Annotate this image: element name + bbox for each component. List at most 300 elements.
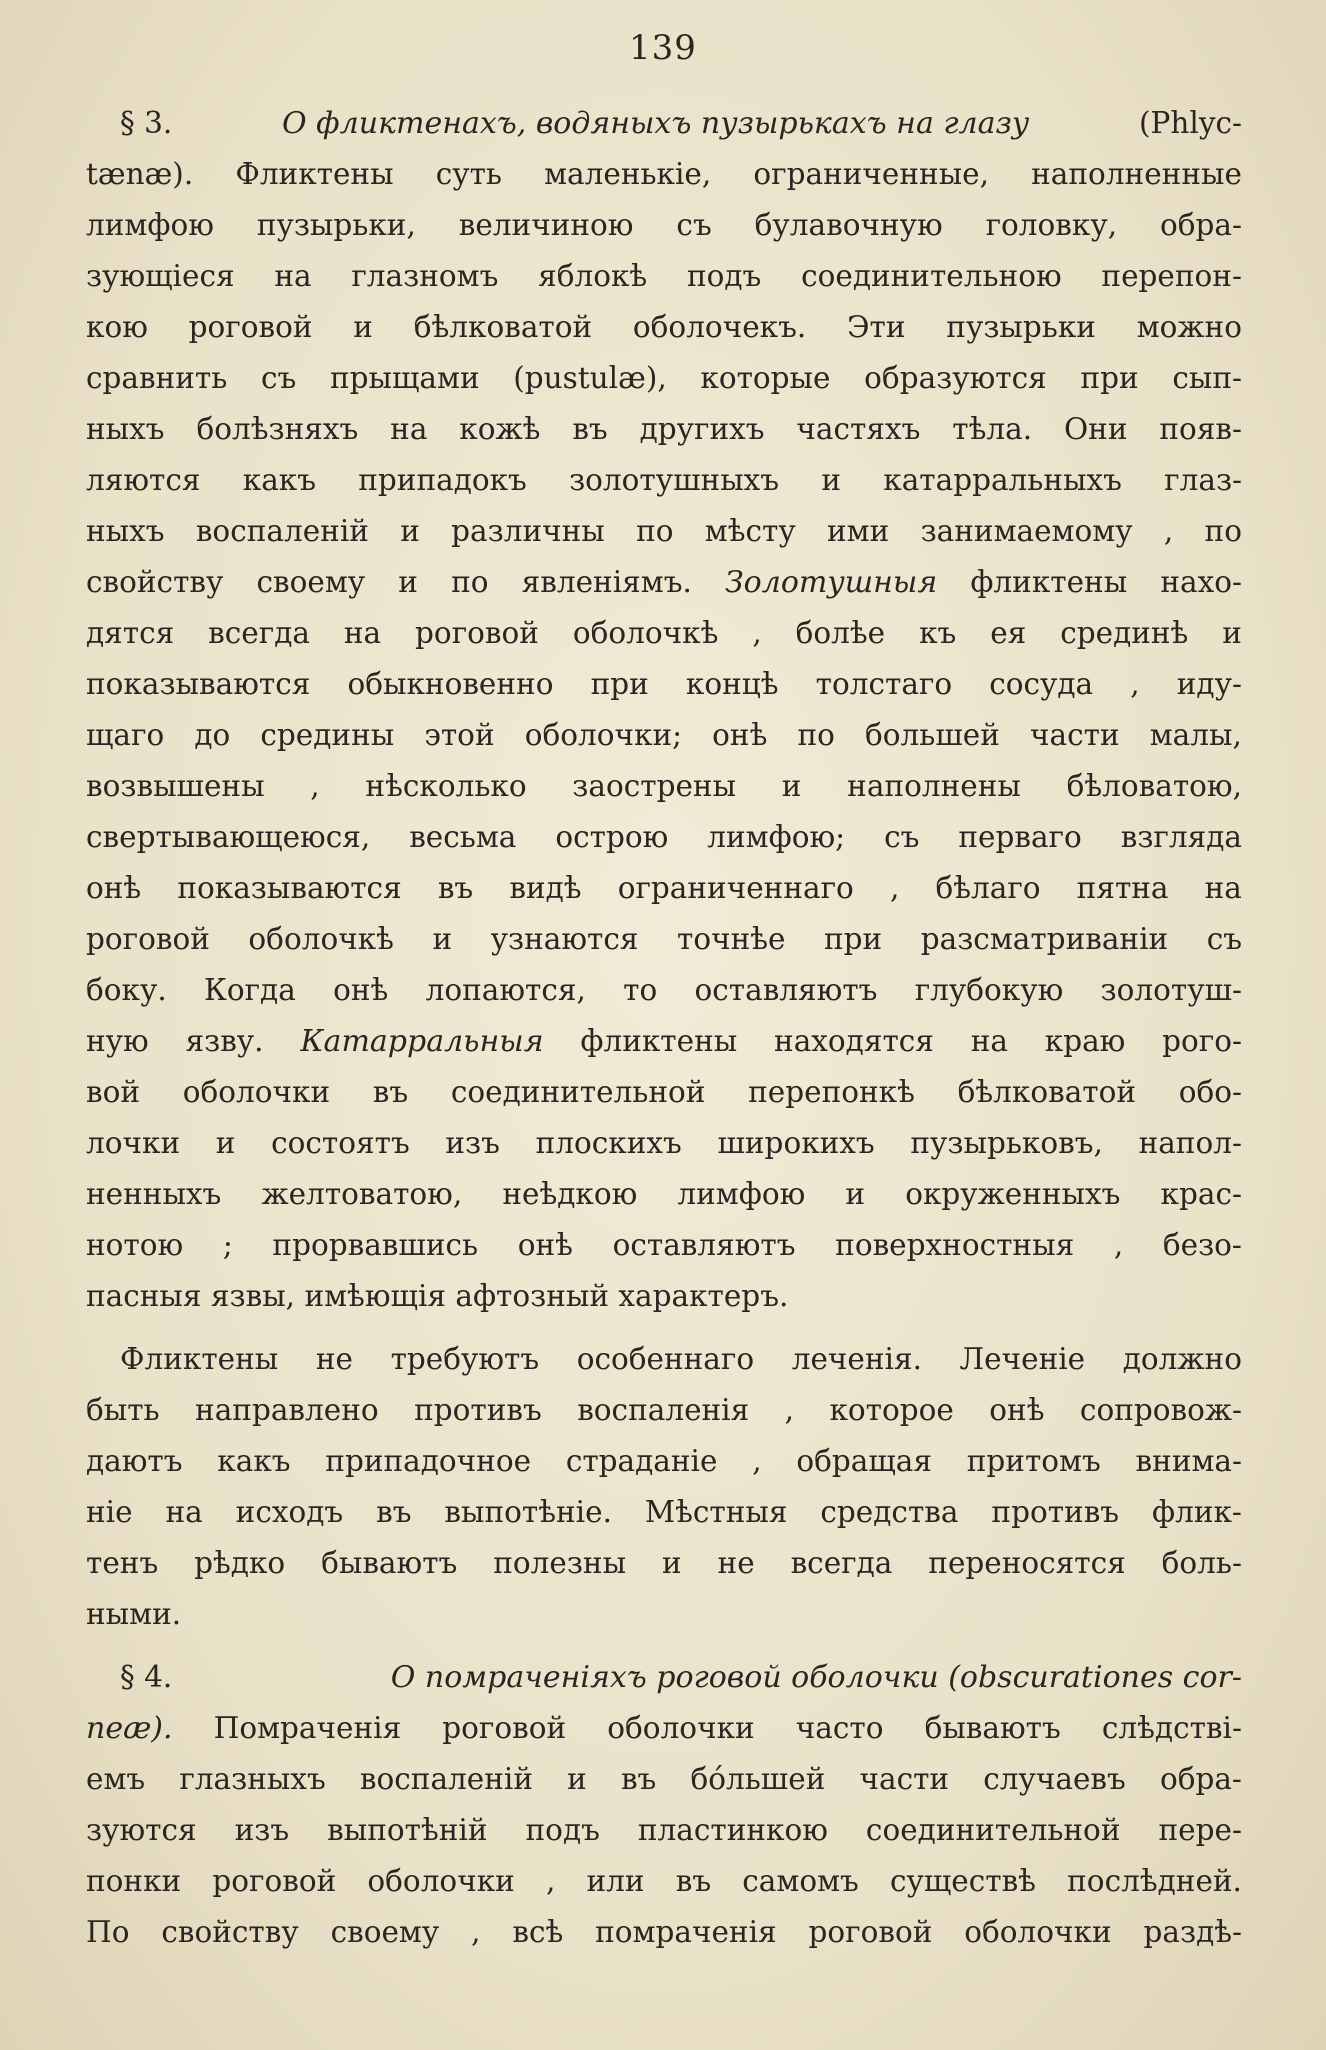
text-line [86,200,1242,251]
text-line [86,1271,1242,1322]
word: и [398,565,418,599]
section-3-heading-paragraph [86,98,1242,1322]
word: показываются [86,667,311,701]
word: оболочки [182,1075,331,1109]
word: напол- [1138,1126,1242,1160]
word: частяхъ [796,412,921,446]
word: сосуда [989,667,1094,701]
word: этой [424,718,495,752]
word: головку, [985,208,1118,242]
word: наполнены [847,769,1021,803]
word: острою [555,820,669,854]
text-line [86,1538,1242,1589]
word: и [781,769,802,803]
word: выпотѣній [327,1813,488,1847]
word: на [343,616,382,650]
word: бѣлковатой [413,310,593,344]
word: толстаго [815,667,953,701]
word: какъ [242,463,316,497]
word: находятся [774,1024,934,1058]
word: оставляютъ [612,1228,796,1262]
word: и [432,922,453,956]
word: изъ [445,1126,500,1160]
word: ими [827,514,890,548]
italic-text: neæ). [86,1711,173,1746]
word: пузырьковъ, [910,1126,1103,1160]
italic-text: Катарральныя [300,1024,544,1059]
word: оставляютъ [694,973,878,1007]
word: сравнить [86,361,228,395]
text-line [86,1016,1242,1067]
word: бѣловатою, [1066,769,1242,803]
word: § 3. [120,106,173,140]
text-line [86,302,1242,353]
word: фликтены [580,1024,738,1058]
word: требуютъ [390,1342,540,1376]
word: кою [86,310,148,344]
text-line [86,812,1242,863]
word: роговой [212,1864,337,1898]
word: роговой [86,922,210,956]
text-line [86,914,1242,965]
word: въ [620,1762,657,1796]
word: на [274,259,312,293]
word: пасныя язвы, имѣющія афтозный характеръ. [86,1279,789,1313]
word: онѣ [712,718,768,752]
word: перепонкѣ [748,1075,915,1109]
text-line [86,1589,1242,1640]
word: широкихъ [717,1126,875,1160]
word: Фликтены [235,157,394,191]
word: то [623,973,658,1007]
word: подъ [525,1813,600,1847]
word: показываются [177,871,402,905]
word: притомъ [966,1444,1101,1478]
word: краю [1044,1024,1126,1058]
word: зуются [86,1813,197,1847]
word: по [636,514,674,548]
word: обра- [1160,208,1242,242]
word: возвышены [86,769,265,803]
word: на [1204,871,1242,905]
word: , [1163,514,1174,548]
word: и [661,1546,682,1580]
word: роговой [415,616,539,650]
word: припадочное [325,1444,532,1478]
word: соединительной [450,1075,706,1109]
word: не [315,1342,353,1376]
word: и [1222,616,1242,650]
word: § 4. [120,1660,173,1694]
word: къ [919,616,957,650]
word: лимфою; [707,820,846,854]
text-line [86,149,1242,200]
text-line [86,1220,1242,1271]
word: и [821,463,842,497]
word: исходъ [235,1495,344,1529]
word: въ [372,1075,409,1109]
word: глазныхъ [179,1762,326,1796]
word: въ [376,1495,412,1529]
word: въ [437,871,474,905]
word: въ [572,412,608,446]
word: роговой [808,1915,933,1949]
word: ныхъ [86,514,165,548]
text-line [86,506,1242,557]
word: соединительной [865,1813,1121,1847]
word: полезны [493,1546,627,1580]
word: бо́льшей [690,1762,826,1796]
word: плоскихъ [535,1126,682,1160]
word: воспаленій [359,1762,533,1796]
word: обыкновенно [347,667,554,701]
word: пузырьки, [256,208,416,242]
word: оболочки [367,1864,515,1898]
word: и [400,514,420,548]
word: оболочки [607,1711,755,1745]
word: тѣла. [952,412,1033,446]
word: въ [675,1864,712,1898]
word: своему [256,565,366,599]
word: средства [820,1495,959,1529]
word: по [1204,514,1242,548]
word: оболочкѣ [572,616,719,650]
word: ея [990,616,1027,650]
word: пятна [1076,871,1169,905]
text-line [86,1334,1242,1385]
word: до [194,718,231,752]
word: Эти [846,310,906,344]
word: съ [1206,922,1242,956]
word: прыщами [329,361,480,395]
word: дятся [86,616,175,650]
word: явленіямъ. [521,565,692,599]
word: и [845,1177,866,1211]
word: tænæ). [86,157,194,191]
word: переносятся [928,1546,1126,1580]
text-line [86,1703,1242,1754]
word: мѣсту [704,514,796,548]
word: всегда [790,1546,893,1580]
word: съ [676,208,712,242]
word: тенъ [86,1546,159,1580]
text-line [86,1652,1242,1703]
word: величиною [458,208,634,242]
word: онѣ [517,1228,573,1262]
word: при [590,667,649,701]
word: или [586,1864,645,1898]
word: поверхностныя [835,1228,1075,1262]
word: желтоватою, [261,1177,463,1211]
word: на [390,412,428,446]
word: узнаются [490,922,639,956]
word: всѣ [512,1915,564,1949]
word: бываютъ [924,1711,1061,1745]
word: Мѣстныя [644,1495,788,1529]
word: появ- [1159,412,1242,446]
text-line [86,1436,1242,1487]
word: безо- [1162,1228,1242,1262]
word: съ [884,820,920,854]
word: онѣ [86,871,142,905]
word: лимфою [677,1177,806,1211]
word: должно [1122,1342,1242,1376]
word: по [451,565,489,599]
word: болѣзняхъ [196,412,359,446]
word: части [1030,718,1120,752]
word: , [545,1864,556,1898]
word: Они [1063,412,1128,446]
word: другихъ [639,412,765,446]
word: ; [222,1228,233,1262]
word: перепон- [1101,259,1242,293]
word: лопаются, [425,973,586,1007]
word: емъ [86,1762,146,1796]
text-line [86,557,1242,608]
text-line [86,1856,1242,1907]
word: занимаемому [920,514,1133,548]
text-line [86,1067,1242,1118]
body-text [86,98,1242,1958]
word: существѣ [889,1864,1036,1898]
section-4-heading-paragraph [86,1652,1242,1958]
word: ную [86,1024,149,1058]
word: (Phlyc- [1139,106,1242,140]
paragraph-gap [86,1640,1242,1652]
word: различны [451,514,605,548]
text-line [86,1118,1242,1169]
word: даютъ [86,1444,183,1478]
word: выпотѣніе. [444,1495,612,1529]
paragraph-gap [86,1322,1242,1334]
word: ными. [86,1597,182,1631]
text-line [86,404,1242,455]
word: , [310,769,320,803]
text-line [86,455,1242,506]
word: пузырьки [946,310,1096,344]
word: средины [260,718,395,752]
word: воспаленій [195,514,369,548]
word: катарральныхъ [883,463,1122,497]
text-line [86,251,1242,302]
word: ніе [86,1495,133,1529]
word: свертывающеюся, [86,820,371,854]
word: состоятъ [271,1126,410,1160]
word: , [1113,1228,1124,1262]
word: взгляда [1120,820,1242,854]
word: оболочки; [524,718,683,752]
word: ограниченнаго [617,871,854,905]
text-line [86,353,1242,404]
word: съ [260,361,297,395]
word: оболочекъ. [632,310,807,344]
word: глаз- [1164,463,1242,497]
word: зующіеся [86,259,235,293]
word: крас- [1160,1177,1242,1211]
word: свойству [86,565,224,599]
word: наполненные [1031,157,1242,191]
word: сопровож- [1079,1393,1242,1427]
word: особеннаго [576,1342,755,1376]
italic-text: О фликтенахъ, водяныхъ пузырькахъ на глазу [282,106,1030,141]
treatment-paragraph [86,1334,1242,1640]
word: ляются [86,463,201,497]
text-line [86,965,1242,1016]
word: противъ [414,1393,542,1427]
word: язву. [185,1024,264,1058]
text-line [86,863,1242,914]
word: помраченія [595,1915,777,1949]
word: иду- [1176,667,1242,701]
word: Фликтены [120,1342,279,1376]
word: леченія. [791,1342,922,1376]
word: внима- [1135,1444,1242,1478]
word: оболочкѣ [248,922,394,956]
word: бываютъ [321,1546,458,1580]
word: лочки [86,1126,181,1160]
word: большей [865,718,1000,752]
word: золотуш- [1100,973,1242,1007]
word: весьма [409,820,517,854]
word: глубокую [914,973,1064,1007]
word: на [165,1495,203,1529]
word: перваго [958,820,1082,854]
word: онѣ [333,973,389,1007]
word: глазномъ [351,259,499,293]
word: пере- [1158,1813,1242,1847]
text-line [86,98,1242,149]
word: флик- [1152,1495,1242,1529]
text-line [86,1907,1242,1958]
text-line [86,710,1242,761]
word: раздѣ- [1143,1915,1242,1949]
word: маленькіе, [544,157,712,191]
text-line [86,659,1242,710]
word: пластинкою [637,1813,828,1847]
word: случаевъ [983,1762,1126,1796]
word: нахо- [1160,565,1242,599]
word: подъ [686,259,762,293]
word: бѣлковатой [957,1075,1137,1109]
word: свойству [161,1915,299,1949]
word: рого- [1162,1024,1242,1058]
word: страданіе [565,1444,718,1478]
word: какъ [217,1444,291,1478]
word: срединѣ [1060,616,1189,650]
word: нотою [86,1228,184,1262]
word: кожѣ [459,412,541,446]
text-line [86,608,1242,659]
word: разсматриваніи [920,922,1169,956]
word: всегда [208,616,310,650]
word: боль- [1161,1546,1242,1580]
text-line [86,1169,1242,1220]
word: лимфою [86,208,214,242]
word: обращая [796,1444,932,1478]
word: роговой [442,1711,567,1745]
word: , [889,871,900,905]
word: которые [700,361,831,395]
word: рѣдко [194,1546,286,1580]
word: Когда [203,973,296,1007]
word: противъ [991,1495,1120,1529]
word: По [86,1915,130,1949]
word: прорвавшись [272,1228,479,1262]
text-line [86,1754,1242,1805]
italic-text: О помраченіяхъ роговой оболочки (obscurationes cor- [390,1660,1242,1695]
word: золотушныхъ [569,463,780,497]
word: видѣ [509,871,582,905]
text-line [86,1385,1242,1436]
page-number: 139 [629,28,697,68]
word: фликтены [970,565,1128,599]
word: ограниченные, [753,157,990,191]
word: вой [86,1075,141,1109]
word: , [752,1444,762,1478]
word: точнѣе [677,922,786,956]
word: заострены [572,769,737,803]
word: ныхъ [86,412,165,446]
word: послѣдней. [1067,1864,1242,1898]
word: при [1080,361,1139,395]
word: и [353,310,373,344]
text-line [86,1805,1242,1856]
word: припадокъ [358,463,527,497]
word: неѣдкою [502,1177,638,1211]
word: боку. [86,973,167,1007]
word: болѣе [795,616,886,650]
text-line [86,1487,1242,1538]
text-line [86,761,1242,812]
word: оболочки [964,1915,1112,1949]
word: , [471,1915,481,1949]
word: концѣ [685,667,779,701]
word: на [970,1024,1008,1058]
word: которое [829,1393,954,1427]
word: , [784,1393,795,1427]
word: изъ [234,1813,290,1847]
word: воспаленія [577,1393,750,1427]
word: роговой [188,310,313,344]
word: быть [86,1393,160,1427]
word: понки [86,1864,182,1898]
word: яблокѣ [538,259,648,293]
word: самомъ [742,1864,859,1898]
word: своему [330,1915,440,1949]
word: соединительною [801,259,1062,293]
word: по [797,718,835,752]
word: щаго [86,718,165,752]
word: обра- [1159,1762,1242,1796]
word: , [1130,667,1140,701]
word: не [717,1546,755,1580]
word: части [859,1762,950,1796]
word: обо- [1178,1075,1242,1109]
word: можно [1136,310,1242,344]
word: бѣлаго [935,871,1041,905]
word: ненныхъ [86,1177,222,1211]
word: слѣдстві- [1101,1711,1242,1745]
word: образуются [864,361,1047,395]
word: малы, [1149,718,1242,752]
word: Леченіе [959,1342,1086,1376]
word: при [824,922,883,956]
word: Помраченія [213,1711,402,1745]
word: нѣсколько [365,769,527,803]
word: и [215,1126,236,1160]
italic-text: Золотушныя [724,565,938,600]
word: и [567,1762,587,1796]
